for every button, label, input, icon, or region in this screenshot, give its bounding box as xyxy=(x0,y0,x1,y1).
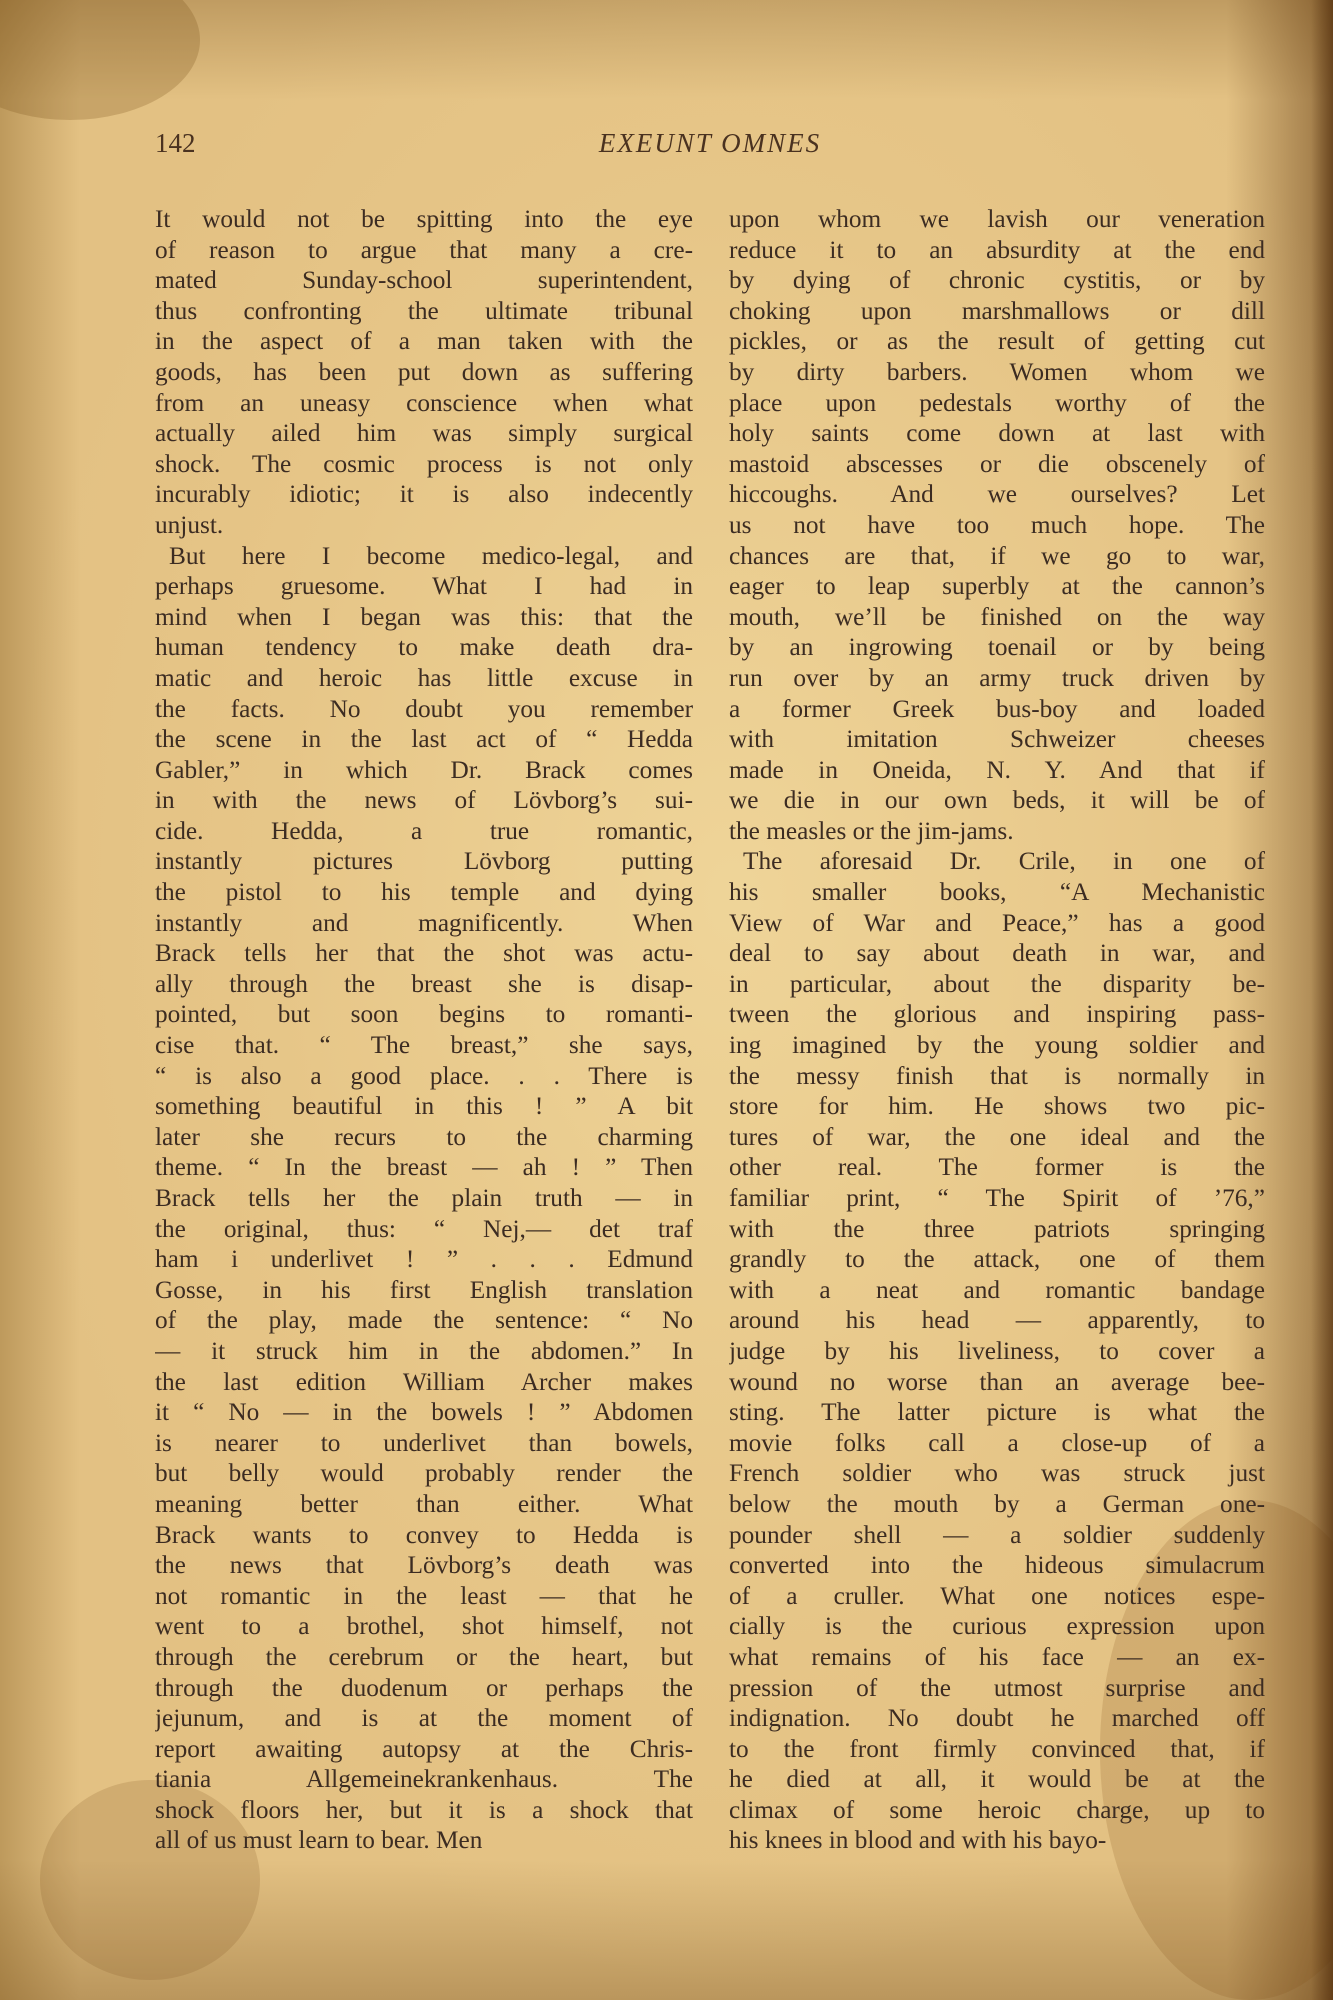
text-line: shock floors her, but it is a shock that xyxy=(155,1795,693,1824)
text-line: shock. The cosmic process is not only xyxy=(155,449,693,478)
text-line: indignation. No doubt he marched off xyxy=(729,1704,1265,1733)
text-line: us not have too much hope. The xyxy=(729,510,1265,539)
text-line: pounder shell — a soldier suddenly xyxy=(729,1520,1265,1549)
text-line: run over by an army truck driven by xyxy=(729,663,1265,692)
text-line: to the front firmly convinced that, if xyxy=(729,1734,1265,1763)
text-line: the messy finish that is normally in xyxy=(729,1061,1265,1090)
text-line: human tendency to make death dra- xyxy=(155,633,693,662)
text-line: converted into the hideous simulacrum xyxy=(729,1551,1265,1580)
text-line: tiania Allgemeinekrankenhaus. The xyxy=(155,1765,693,1794)
text-line: mouth, we’ll be finished on the way xyxy=(729,602,1265,631)
text-line: it “ No — in the bowels ! ” Abdomen xyxy=(155,1398,693,1427)
text-line: French soldier who was struck just xyxy=(729,1459,1265,1488)
text-line: Brack tells her the plain truth — in xyxy=(155,1184,693,1212)
text-line: sting. The latter picture is what the xyxy=(729,1398,1265,1427)
text-line: of reason to argue that many a cre- xyxy=(155,235,693,264)
text-line: the scene in the last act of “ Hedda xyxy=(155,725,693,754)
text-line: through the cerebrum or the heart, but xyxy=(155,1642,693,1671)
text-line: Gabler,” in which Dr. Brack comes xyxy=(155,755,693,784)
text-line: by an ingrowing toenail or by being xyxy=(729,633,1265,662)
text-line: later she recurs to the charming xyxy=(155,1122,693,1151)
text-line: of a cruller. What one notices espe- xyxy=(729,1581,1265,1610)
text-line: actually ailed him was simply surgical xyxy=(155,419,693,448)
text-line: the news that Lövborg’s death was xyxy=(155,1551,693,1580)
text-line: but belly would probably render the xyxy=(155,1459,693,1488)
text-line: upon whom we lavish our veneration xyxy=(729,205,1265,233)
text-line: Gosse, in his first English translation xyxy=(155,1275,693,1304)
text-line: a former Greek bus-boy and loaded xyxy=(729,694,1265,723)
text-line: chances are that, if we go to war, xyxy=(729,541,1265,570)
text-line: incurably idiotic; it is also indecently xyxy=(155,480,693,509)
text-line: “ is also a good place. . . There is xyxy=(155,1061,693,1090)
text-line: mind when I began was this: that the xyxy=(155,602,693,631)
text-line: his knees in blood and with his bayo- xyxy=(729,1826,1107,1855)
text-line: familiar print, “ The Spirit of ’76,” xyxy=(729,1184,1265,1212)
text-line: went to a brothel, shot himself, not xyxy=(155,1612,693,1641)
text-line: mated Sunday-school superintendent, xyxy=(155,266,693,295)
text-line: mastoid abscesses or die obscenely of xyxy=(729,449,1265,478)
text-line: meaning better than either. What xyxy=(155,1489,693,1518)
text-line: something beautiful in this ! ” A bit xyxy=(155,1092,693,1121)
text-line: unjust. xyxy=(155,510,224,539)
text-line: — it struck him in the abdomen.” In xyxy=(155,1336,693,1365)
text-line: around his head — apparently, to xyxy=(729,1306,1265,1335)
text-line: reduce it to an absurdity at the end xyxy=(729,235,1265,264)
text-line: eager to leap superbly at the cannon’s xyxy=(729,572,1265,601)
text-line: is nearer to underlivet than bowels, xyxy=(155,1428,693,1457)
text-line: It would not be spitting into the eye xyxy=(155,205,693,233)
text-line: climax of some heroic charge, up to xyxy=(729,1795,1265,1824)
text-line: wound no worse than an average bee- xyxy=(729,1367,1265,1396)
text-line: below the mouth by a German one- xyxy=(729,1489,1265,1518)
text-line: with the three patriots springing xyxy=(729,1214,1265,1243)
text-line: choking upon marshmallows or dill xyxy=(729,296,1265,325)
text-line: cially is the curious expression upon xyxy=(729,1612,1265,1641)
text-line: other real. The former is the xyxy=(729,1153,1265,1182)
text-line: in the aspect of a man taken with the xyxy=(155,327,693,356)
text-line: the last edition William Archer makes xyxy=(155,1367,693,1396)
text-line: by dying of chronic cystitis, or by xyxy=(729,266,1265,295)
text-line: thus confronting the ultimate tribunal xyxy=(155,296,693,325)
text-line: made in Oneida, N. Y. And that if xyxy=(729,755,1265,784)
text-line: Brack wants to convey to Hedda is xyxy=(155,1520,693,1549)
text-line: theme. “ In the breast — ah ! ” Then xyxy=(155,1153,693,1182)
page-number: 142 xyxy=(155,128,196,158)
right-text-column xyxy=(729,204,1265,1856)
text-line: But here I become medico-legal, and xyxy=(169,541,693,570)
text-line: report awaiting autopsy at the Chris- xyxy=(155,1734,693,1763)
text-line: the original, thus: “ Nej,— det traf xyxy=(155,1214,693,1243)
text-line: his smaller books, “A Mechanistic xyxy=(729,878,1265,907)
text-line: deal to say about death in war, and xyxy=(729,939,1265,968)
text-line: store for him. He shows two pic- xyxy=(729,1092,1265,1121)
text-line: ham i underlivet ! ” . . . Edmund xyxy=(155,1245,693,1274)
text-line: cide. Hedda, a true romantic, xyxy=(155,816,693,845)
text-line: pression of the utmost surprise and xyxy=(729,1673,1265,1702)
text-line: holy saints come down at last with xyxy=(729,419,1265,448)
text-line: grandly to the attack, one of them xyxy=(729,1245,1265,1274)
text-line: the measles or the jim-jams. xyxy=(729,816,1014,845)
text-line: ally through the breast she is disap- xyxy=(155,969,693,998)
text-line: through the duodenum or perhaps the xyxy=(155,1673,693,1702)
text-line: movie folks call a close-up of a xyxy=(729,1428,1265,1457)
text-line: Brack tells her that the shot was actu- xyxy=(155,939,693,968)
text-line: instantly pictures Lövborg putting xyxy=(155,847,693,876)
text-line: what remains of his face — an ex- xyxy=(729,1642,1265,1671)
text-line: pointed, but soon begins to romanti- xyxy=(155,1000,693,1029)
page-header xyxy=(155,128,1265,168)
text-line: in with the news of Lövborg’s sui- xyxy=(155,786,693,815)
text-line: goods, has been put down as suffering xyxy=(155,357,693,386)
text-line: The aforesaid Dr. Crile, in one of xyxy=(743,847,1265,876)
text-line: judge by his liveliness, to cover a xyxy=(729,1336,1265,1365)
paper-stain xyxy=(0,0,200,120)
text-line: from an uneasy conscience when what xyxy=(155,388,693,417)
text-line: pickles, or as the result of getting cut xyxy=(729,327,1265,356)
text-line: perhaps gruesome. What I had in xyxy=(155,572,693,601)
text-line: instantly and magnificently. When xyxy=(155,908,693,937)
text-line: all of us must learn to bear. Men xyxy=(155,1826,483,1855)
text-line: he died at all, it would be at the xyxy=(729,1765,1265,1794)
text-line: with imitation Schweizer cheeses xyxy=(729,725,1265,754)
page-spine-shadow xyxy=(1311,0,1333,2000)
text-line: the pistol to his temple and dying xyxy=(155,878,693,907)
text-line: of the play, made the sentence: “ No xyxy=(155,1306,693,1335)
text-line: matic and heroic has little excuse in xyxy=(155,663,693,692)
text-line: ing imagined by the young soldier and xyxy=(729,1031,1265,1060)
text-line: tween the glorious and inspiring pass- xyxy=(729,1000,1265,1029)
text-line: we die in our own beds, it will be of xyxy=(729,786,1265,815)
text-line: the facts. No doubt you remember xyxy=(155,694,693,723)
text-line: tures of war, the one ideal and the xyxy=(729,1122,1265,1151)
text-line: by dirty barbers. Women whom we xyxy=(729,357,1265,386)
text-line: cise that. “ The breast,” she says, xyxy=(155,1031,693,1060)
left-text-column xyxy=(155,204,693,1856)
text-line: not romantic in the least — that he xyxy=(155,1581,693,1610)
text-line: jejunum, and is at the moment of xyxy=(155,1704,693,1733)
running-title: EXEUNT OMNES xyxy=(598,128,822,158)
text-line: View of War and Peace,” has a good xyxy=(729,908,1265,937)
text-line: hiccoughs. And we ourselves? Let xyxy=(729,480,1265,509)
text-line: with a neat and romantic bandage xyxy=(729,1275,1265,1304)
text-line: place upon pedestals worthy of the xyxy=(729,388,1265,417)
text-line: in particular, about the disparity be- xyxy=(729,969,1265,998)
